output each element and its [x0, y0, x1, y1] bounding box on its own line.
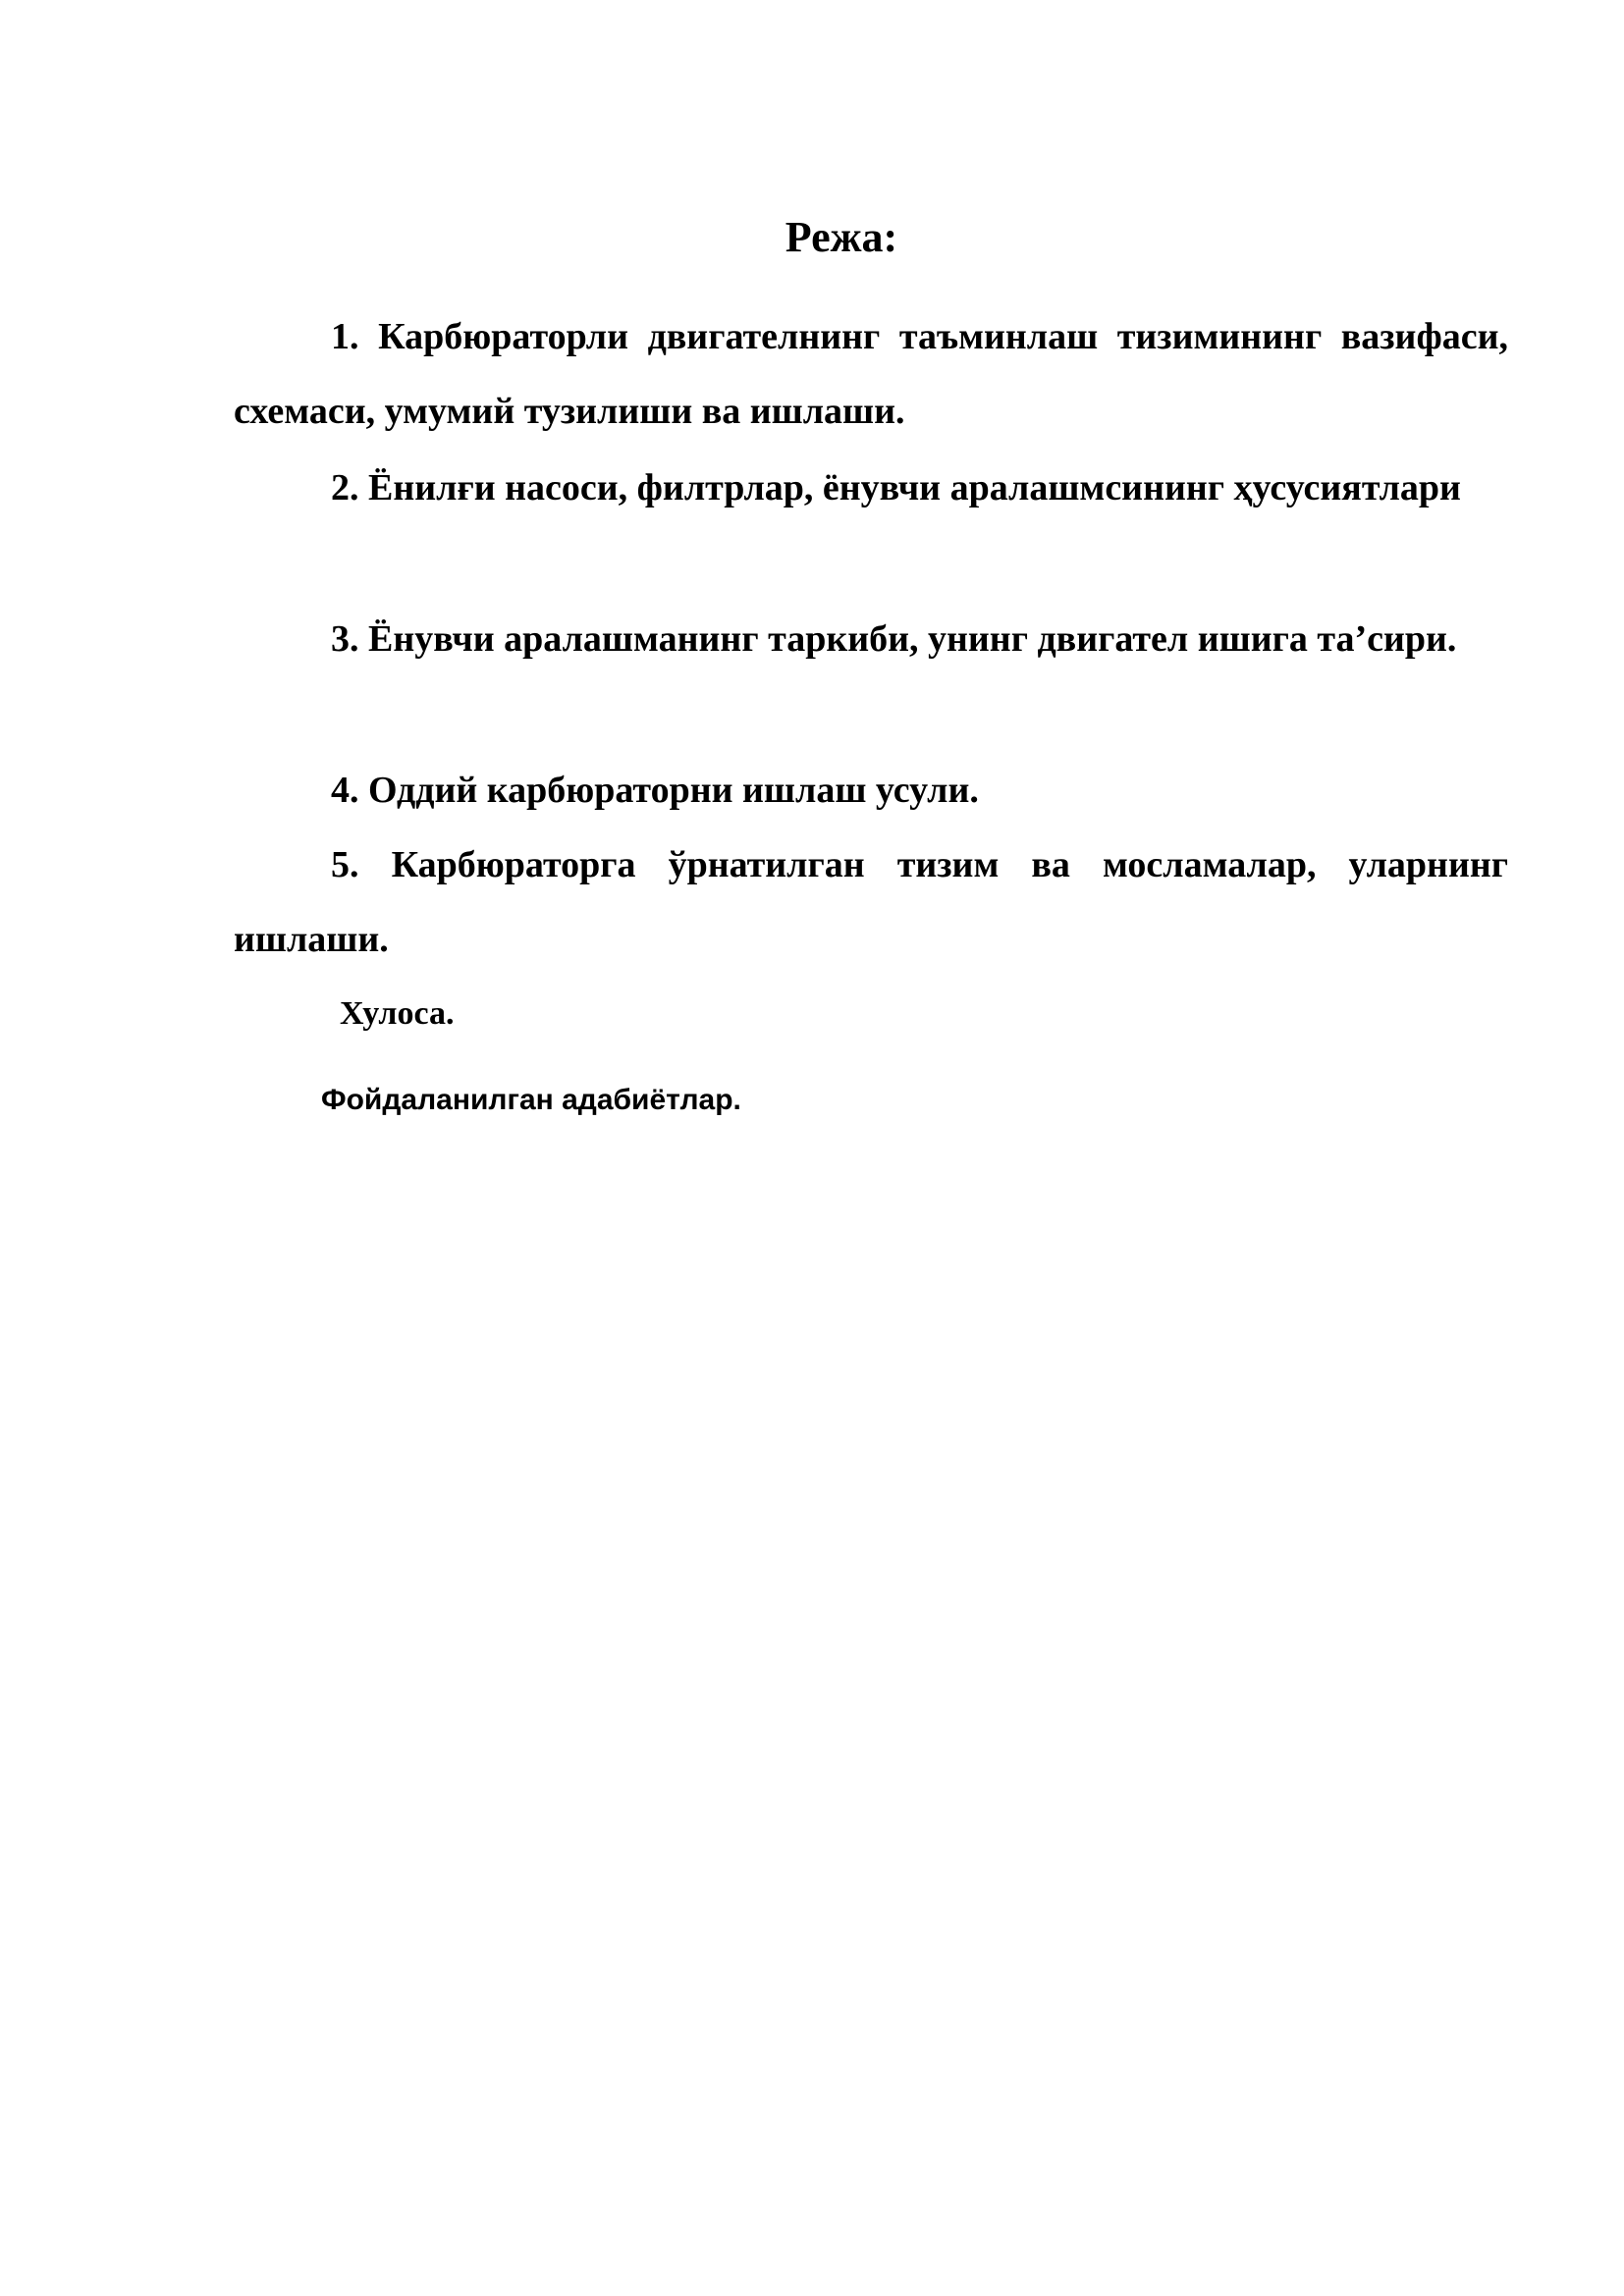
- plan-item-4: 4. Оддий карбюраторни ишлаш усули.: [331, 770, 979, 811]
- plan-item-3: 3. Ёнувчи аралашманинг таркиби, унинг двигател ишига та’сири.: [331, 618, 1457, 660]
- references-heading: Фойдаланилган адабиётлар.: [321, 1084, 741, 1116]
- plan-item-2: 2. Ёнилғи насоси, филтрлар, ёнувчи аралашмсининг ҳусусиятлари: [331, 467, 1461, 508]
- page-title: Режа:: [785, 213, 898, 261]
- plan-item-1: 1. Карбюраторли двигателнинг таъминлаш тизимининг вазифаси, схемаси, умумий тузилиши ва ишлаши.: [234, 316, 1508, 432]
- plan-item-5: 5. Карбюраторга ўрнатилган тизим ва мосламалар, уларнинг ишлаши.: [234, 844, 1508, 960]
- conclusion-heading: Хулоса.: [340, 995, 455, 1032]
